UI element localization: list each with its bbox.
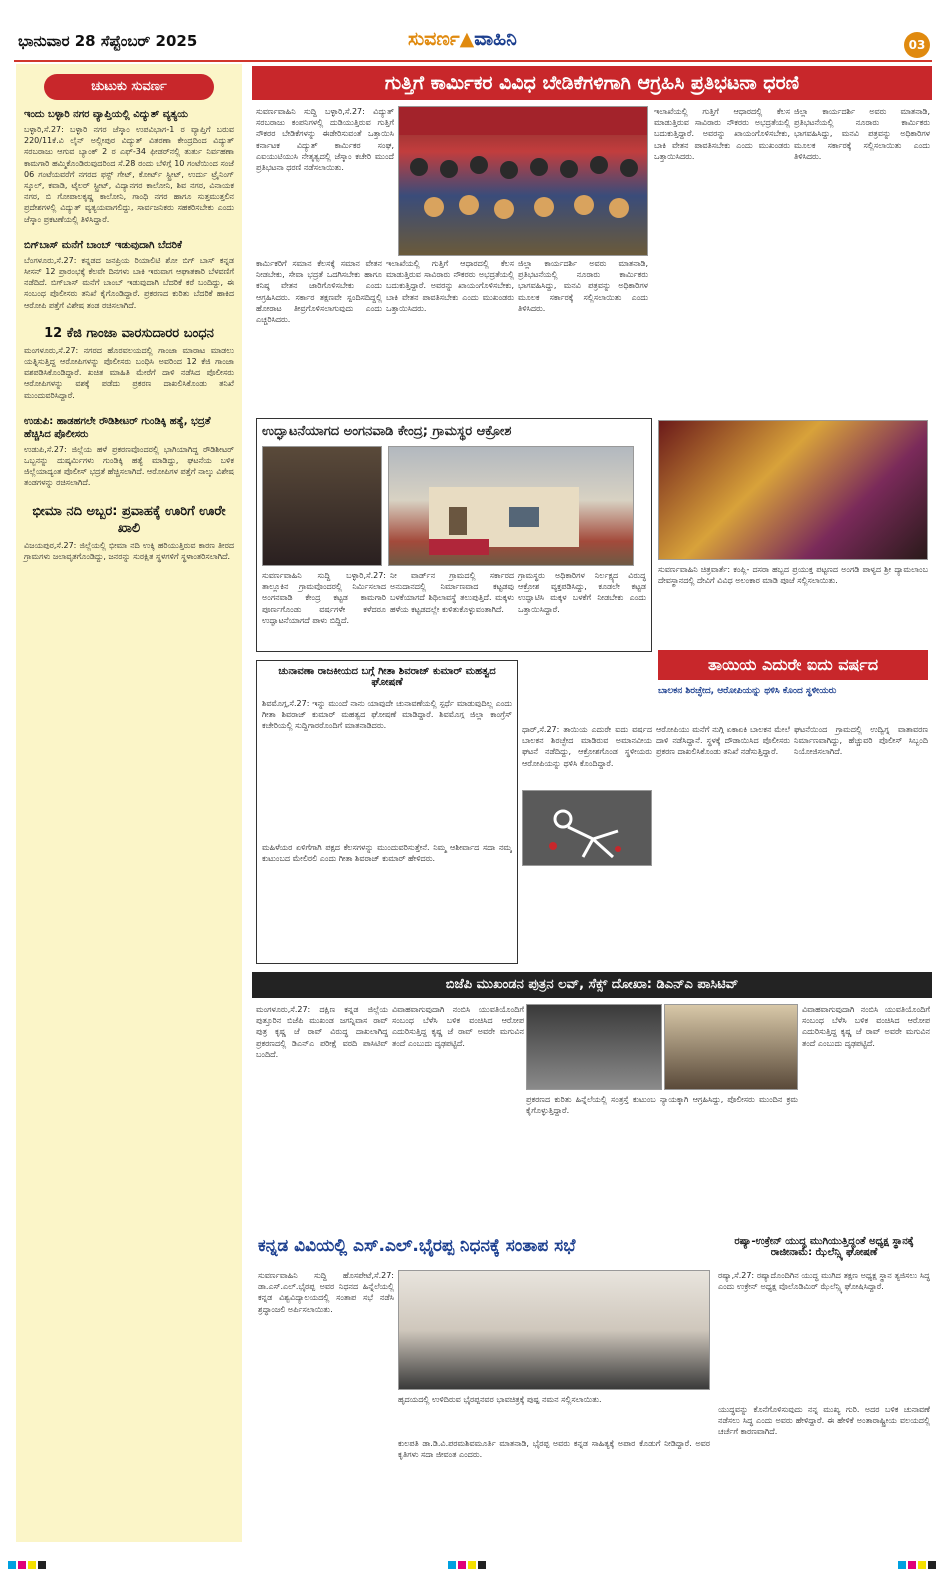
brief-headline: 12 ಕೆಜಿ ಗಾಂಜಾ ವಾರಸುದಾರರ ಬಂಧನ <box>44 325 214 341</box>
brief-body: ವಿಜಯಪುರ,ಸೆ.27: ಜಿಲ್ಲೆಯಲ್ಲಿ ಭೀಮಾ ನದಿ ಉಕ್ಕಿ ಹರಿಯುತ್ತಿರುವ ಕಾರಣ ತೀರದ ಗ್ರಾಮಗಳು ಜಲಾವೃತಗೊಂಡಿದ್ದು, ಜನರನ್ನು ಸುರಕ್ಷಿತ ಸ್ಥಳಗಳಿಗೆ ಸ್ಥಳಾಂತರಿಸಲಾಗಿದೆ. <box>24 540 234 561</box>
story6-caption: ಹೃದಯದಲ್ಲಿ ಉಳಿದಿರುವ ಭೈರಪ್ಪನವರ ಭಾವಚಿತ್ರಕ್ಕೆ ಪುಷ್ಪ ನಮನ ಸಲ್ಲಿಸಲಾಯಿತು. <box>398 1395 602 1404</box>
story2-headline: ಉದ್ಘಾಟನೆಯಾಗದ ಅಂಗನವಾಡಿ ಕೇಂದ್ರ; ಗ್ರಾಮಸ್ಥರ ಆಕ್ರೋಶ <box>262 424 512 439</box>
brief-headline: ಇಂದು ಬಳ್ಳಾರಿ ನಗರ ವ್ಯಾಪ್ತಿಯಲ್ಲಿ ವಿದ್ಯುತ್ ವ್ಯತ್ಯಯ <box>24 109 188 120</box>
story5-body-c-cont: ವಿವಾಹವಾಗುವುದಾಗಿ ನಂಬಿಸಿ ಯುವತಿಯೊಂದಿಗೆ ಸಂಬಂಧ ಬೆಳೆಸಿ ಬಳಿಕ ವಂಚಿಸಿದ ಆರೋಪ ಎದುರಿಸುತ್ತಿದ್ದ ಕೃಷ್ಣ ಜೆ ರಾವ್ ಅವರೇ ಮಗುವಿನ ತಂದೆ ಎಂಬುದು ದೃಢಪಟ್ಟಿದೆ. <box>802 1005 930 1048</box>
story3-body-c: ಘಟನೆಯಿಂದ ಗ್ರಾಮದಲ್ಲಿ ಉದ್ವಿಗ್ನ ವಾತಾವರಣ ನಿರ್ಮಾಣವಾಗಿದ್ದು, ಹೆಚ್ಚುವರಿ ಪೊಲೀಸ್ ಸಿಬ್ಬಂದಿ ನಿಯೋಜಿಸಲಾಗಿದೆ. <box>794 725 928 757</box>
story4-headline: ಚುನಾವಣಾ ರಾಜಕೀಯದ ಬಗ್ಗೆ ಗೀತಾ ಶಿವರಾಜ್ ಕುಮಾರ್ ಮಹತ್ವದ ಘೋಷಣೆ <box>278 666 496 688</box>
brief-story <box>16 239 242 319</box>
accused-photo-1 <box>526 1004 662 1090</box>
anganwadi-building-photo <box>388 446 634 566</box>
printer-registration-marks <box>0 1556 945 1568</box>
crowd-illustration <box>399 107 648 256</box>
story1-body-a: ಸುವರ್ಣವಾಹಿನಿ ಸುದ್ದಿ ಬಳ್ಳಾರಿ,ಸೆ.27: ವಿದ್ಯುತ್ ಸರಬರಾಜು ಕಂಪನಿಗಳಲ್ಲಿ ದುಡಿಯುತ್ತಿರುವ ಗುತ್ತಿಗೆ ನೌಕರರ ಬೇಡಿಕೆಗಳನ್ನು ಈಡೇರಿಸುವಂತೆ ಒತ್ತಾಯಿಸಿ ಕರ್ನಾಟಕ ವಿದ್ಯುತ್ ಕಾರ್ಮಿಕರ ಸಂಘ, ಎಐಯುಟಿಯುಸಿ ನೇತೃತ್ವದಲ್ಲಿ ಜೆಸ್ಕಾಂ ಕಚೇರಿ ಮುಂದೆ ಪ್ರತಿಭಟನಾ ಧರಣಿ ನಡೆಸಲಾಯಿತು. <box>256 107 394 173</box>
brief-story <box>16 108 242 233</box>
story5-body-a: ಮಂಗಳೂರು,ಸೆ.27: ದಕ್ಷಿಣ ಕನ್ನಡ ಜಿಲ್ಲೆಯ ಪುತ್ತೂರಿನ ಬಿಜೆಪಿ ಮುಖಂಡ ಜಗನ್ನಿವಾಸ ರಾವ್ ಪುತ್ರ ಕೃಷ್ಣ ಜೆ ರಾವ್ ವಿರುದ್ಧ ದಾಖಲಾಗಿದ್ದ ಪ್ರಕರಣದಲ್ಲಿ ಡಿಎನ್‌ಎ ಪರೀಕ್ಷೆ ವರದಿ ಪಾಸಿಟಿವ್ ಬಂದಿದೆ. <box>256 1005 388 1059</box>
page-number: 03 <box>904 32 930 58</box>
story3-headline: ತಾಯಿಯ ಎದುರೇ ಐದು ವರ್ಷದ <box>658 650 928 680</box>
story3-subhead: ಬಾಲಕನ ಶಿರಚ್ಛೇದ, ಆರೋಪಿಯನ್ನು ಥಳಿಸಿ ಕೊಂದ ಸ್ಥಳೀಯರು <box>658 686 837 696</box>
story2-body-c: ಗ್ರಾಮಸ್ಥರು ಅಧಿಕಾರಿಗಳ ನಿರ್ಲಕ್ಷ್ಯದ ವಿರುದ್ಧ ಆಕ್ರೋಶ ವ್ಯಕ್ತಪಡಿಸಿದ್ದು, ಕೂಡಲೇ ಕಟ್ಟಡ ಉದ್ಘಾಟಿಸಿ ಮಕ್ಕಳ ಬಳಕೆಗೆ ನೀಡಬೇಕು ಎಂದು ಒತ್ತಾಯಿಸಿದ್ದಾರೆ. <box>518 571 646 614</box>
story1-headline: ಗುತ್ತಿಗೆ ಕಾರ್ಮಿಕರ ವಿವಿಧ ಬೇಡಿಕೆಗಳಿಗಾಗಿ ಆಗ್ರಹಿಸಿ ಪ್ರತಿಭಟನಾ ಧರಣಿ <box>252 66 932 100</box>
condolence-meeting-photo <box>398 1270 710 1390</box>
masthead <box>14 30 932 62</box>
brief-headline: ಭೀಮಾ ನದಿ ಅಬ್ಬರ: ಪ್ರವಾಹಕ್ಕೆ ಊರಿಗೆ ಊರೇ ಖಾಲಿ <box>32 503 226 536</box>
crime-scene-illustration <box>522 790 652 866</box>
story1-body-d-cont: ಜಿಲ್ಲಾ ಕಾರ್ಯದರ್ಶಿ ಅವರು ಮಾತನಾಡಿ, ಪ್ರತಿಭಟನೆಯಲ್ಲಿ ನೂರಾರು ಕಾರ್ಮಿಕರು ಭಾಗವಹಿಸಿದ್ದು, ಮನವಿ ಪತ್ರವನ್ನು ಅಧಿಕಾರಿಗಳ ಮೂಲಕ ಸರ್ಕಾರಕ್ಕೆ ಸಲ್ಲಿಸಲಾಯಿತು ಎಂದು ತಿಳಿಸಿದರು. <box>794 107 930 161</box>
temple-caption: ಸುವರ್ಣವಾಹಿನಿ ಚಿತ್ರವಾರ್ತೆ: ಕಂಪ್ಲಿ- ದಸರಾ ಹಬ್ಬದ ಪ್ರಯುಕ್ತ ಪಟ್ಟಣದ ಅಂಗಡಿ ಪಾಳ್ಯದ ಶ್ರೀ ದ್ಯಾಮಲಾಂಬ ದೇವಸ್ಥಾನದಲ್ಲಿ ದೇವಿಗೆ ವಿವಿಧ ಅಲಂಕಾರ ಮಾಡಿ ಪೂಜೆ ಸಲ್ಲಿಸಲಾಯಿತು. <box>658 565 928 586</box>
brief-headline: ಬಿಗ್‌ಬಾಸ್ ಮನೆಗೆ ಬಾಂಬ್ ಇಡುವುದಾಗಿ ಬೆದರಿಕೆ <box>24 239 182 251</box>
story5-headline: ಬಿಜೆಪಿ ಮುಖಂಡನ ಪುತ್ರನ ಲವ್, ಸೆಕ್ಸ್ ದೋಖಾ: ಡಿಎನ್‌ಎ ಪಾಸಿಟಿವ್ <box>252 972 932 998</box>
story4-body-b: ಮಹಿಳೆಯರ ಏಳಿಗೆಗಾಗಿ ಪಕ್ಷದ ಕೆಲಸಗಳನ್ನು ಮುಂದುವರಿಸುತ್ತೇನೆ. ನಿಮ್ಮ ಆಶೀರ್ವಾದ ಸದಾ ನಮ್ಮ ಕುಟುಂಬದ ಮೇಲಿರಲಿ ಎಂದು ಗೀತಾ ಶಿವರಾಜ್ ಕುಮಾರ್ ಹೇಳಿದರು. <box>262 843 512 864</box>
brief-headline: ಉಡುಪಿ: ಹಾಡಹಗಲೇ ರೌಡಿಶೀಟರ್ ಗುಂಡಿಕ್ಕಿ ಹತ್ಯೆ, ಭದ್ರತೆ ಹೆಚ್ಚಿಸಿದ ಪೊಲೀಸರು <box>24 415 211 440</box>
story2-body-b: ನೀ ವಾರ್ಡ್‌ನ ಗ್ರಾಮದಲ್ಲಿ ಸರ್ಕಾರದ ಅನುದಾನದಲ್ಲಿ ನಿರ್ಮಾಣವಾದ ಕಟ್ಟಡವು ಬಳಕೆಯಾಗದೆ ಶಿಥಿಲಾವಸ್ಥೆ ತಲುಪುತ್ತಿದೆ. ಮಕ್ಕಳು ಹಳೆಯ ಕಟ್ಟಡದಲ್ಲೇ ಕುಳಿತುಕೊಳ್ಳುವಂತಾಗಿದೆ. <box>390 571 514 614</box>
protest-photo <box>398 106 648 256</box>
color-bar <box>0 1559 945 1571</box>
issue-date: ಭಾನುವಾರ 28 ಸೆಪ್ಟೆಂಬರ್ 2025 <box>18 32 198 50</box>
brief-body: ಬೆಂಗಳೂರು,ಸೆ.27: ಕನ್ನಡದ ಜನಪ್ರಿಯ ರಿಯಾಲಿಟಿ ಶೋ ಬಿಗ್ ಬಾಸ್ ಕನ್ನಡ ಸೀಸನ್ 12 ಪ್ರಾರಂಭಕ್ಕೆ ಕೆಲವೇ ದಿನಗಳು ಬಾಕಿ ಇರುವಾಗ ಆಘಾತಕಾರಿ ಬೆಳವಣಿಗೆ ನಡೆದಿದೆ. ಬಿಗ್‌ಬಾಸ್ ಮನೆಗೆ ಬಾಂಬ್ ಇಡುವುದಾಗಿ ಬೆದರಿಕೆ ಕರೆ ಬಂದಿದ್ದು, ಈ ಸಂಬಂಧ ಪೊಲೀಸರು ತನಿಖೆ ಕೈಗೊಂಡಿದ್ದಾರೆ. ಪ್ರಕರಣದ ಕುರಿತು ಬೆದರಿಕೆ ಹಾಕಿದ ಆರೋಪಿ ಪತ್ತೆಗೆ ವಿಶೇಷ ತಂಡ ರಚಿಸಲಾಗಿದೆ. <box>24 255 234 310</box>
story5-body-b: ವಿವಾಹವಾಗುವುದಾಗಿ ನಂಬಿಸಿ ಯುವತಿಯೊಂದಿಗೆ ಸಂಬಂಧ ಬೆಳೆಸಿ ಬಳಿಕ ವಂಚಿಸಿದ ಆರೋಪ ಎದುರಿಸುತ್ತಿದ್ದ ಕೃಷ್ಣ ಜೆ ರಾವ್ ಅವರೇ ಮಗುವಿನ ತಂದೆ ಎಂಬುದು ದೃಢಪಟ್ಟಿದೆ. <box>392 1005 524 1048</box>
accused-photo-2 <box>664 1004 798 1090</box>
story4-body-a: ಶಿವಮೊಗ್ಗ,ಸೆ.27: ಇನ್ನು ಮುಂದೆ ನಾನು ಯಾವುದೇ ಚುನಾವಣೆಯಲ್ಲಿ ಸ್ಪರ್ಧೆ ಮಾಡುವುದಿಲ್ಲ ಎಂದು ಗೀತಾ ಶಿವರಾಜ್ ಕುಮಾರ್ ಮಹತ್ವದ ಘೋಷಣೆ ಮಾಡಿದ್ದಾರೆ. ಶಿವಮೊಗ್ಗ ಜಿಲ್ಲಾ ಕಾಂಗ್ರೆಸ್ ಕಚೇರಿಯಲ್ಲಿ ಸುದ್ದಿಗಾರರೊಂದಿಗೆ ಮಾತನಾಡಿದರು. <box>262 699 512 731</box>
body-outline-icon <box>523 791 652 866</box>
logo-flame-icon: ▲ <box>459 28 475 50</box>
briefs-sidebar <box>16 64 242 1542</box>
story6-body-b: ಕುಲಪತಿ ಡಾ.ಡಿ.ವಿ.ಪರಮಶಿವಮೂರ್ತಿ ಮಾತನಾಡಿ, ಭೈರಪ್ಪ ಅವರು ಕನ್ನಡ ಸಾಹಿತ್ಯಕ್ಕೆ ಅಪಾರ ಕೊಡುಗೆ ನೀಡಿದ್ದಾರೆ. ಅವರ ಕೃತಿಗಳು ಸದಾ ಜೀವಂತ ಎಂದರು. <box>398 1439 710 1460</box>
story1-body-d: ಜಿಲ್ಲಾ ಕಾರ್ಯದರ್ಶಿ ಅವರು ಮಾತನಾಡಿ, ಪ್ರತಿಭಟನೆಯಲ್ಲಿ ನೂರಾರು ಕಾರ್ಮಿಕರು ಭಾಗವಹಿಸಿದ್ದು, ಮನವಿ ಪತ್ರವನ್ನು ಅಧಿಕಾರಿಗಳ ಮೂಲಕ ಸರ್ಕಾರಕ್ಕೆ ಸಲ್ಲಿಸಲಾಯಿತು ಎಂದು ತಿಳಿಸಿದರು. <box>518 259 648 313</box>
story1-body-b: ಕಾರ್ಮಿಕರಿಗೆ ಸಮಾನ ಕೆಲಸಕ್ಕೆ ಸಮಾನ ವೇತನ ನೀಡಬೇಕು, ಸೇವಾ ಭದ್ರತೆ ಒದಗಿಸಬೇಕು ಹಾಗೂ ಕನಿಷ್ಠ ವೇತನ ಜಾರಿಗೊಳಿಸಬೇಕು ಎಂದು ಆಗ್ರಹಿಸಿದರು. ಸರ್ಕಾರ ತಕ್ಷಣವೇ ಸ್ಪಂದಿಸದಿದ್ದಲ್ಲಿ ಹೋರಾಟ ತೀವ್ರಗೊಳಿಸಲಾಗುವುದು ಎಂದು ಎಚ್ಚರಿಸಿದರು. <box>256 259 382 325</box>
building-illustration <box>389 447 634 566</box>
brief-story <box>16 503 242 570</box>
story3-body-a: ಧಾರ್,ಸೆ.27: ತಾಯಿಯ ಎದುರೇ ಐದು ವರ್ಷದ ಬಾಲಕನ ಶಿರಚ್ಛೇದ ಮಾಡಿರುವ ಅಮಾನವೀಯ ಘಟನೆ ನಡೆದಿದ್ದು, ಆಕ್ರೋಶಗೊಂಡ ಸ್ಥಳೀಯರು ಆರೋಪಿಯನ್ನು ಥಳಿಸಿ ಕೊಂದಿದ್ದಾರೆ. <box>522 725 652 768</box>
story2-body-a: ಸುವರ್ಣವಾಹಿನಿ ಸುದ್ದಿ ಬಳ್ಳಾರಿ,ಸೆ.27: ತಾಲ್ಲೂಕಿನ ಗ್ರಾಮವೊಂದರಲ್ಲಿ ನಿರ್ಮಿಸಲಾದ ಅಂಗನವಾಡಿ ಕೇಂದ್ರ ಕಟ್ಟಡ ಕಾಮಗಾರಿ ಪೂರ್ಣಗೊಂಡು ವರ್ಷಗಳೇ ಕಳೆದರೂ ಉದ್ಘಾಟನೆಯಾಗದೆ ಪಾಳು ಬಿದ್ದಿದೆ. <box>262 571 386 625</box>
briefs-badge: ಚುಟುಕು ಸುವರ್ಣ <box>44 74 214 100</box>
story6-headline: ಕನ್ನಡ ವಿವಿಯಲ್ಲಿ ಎಸ್.ಎಲ್.ಭೈರಪ್ಪ ನಿಧನಕ್ಕೆ ಸಂತಾಪ ಸಭೆ <box>258 1236 576 1256</box>
story6-body-a: ಸುವರ್ಣವಾಹಿನಿ ಸುದ್ದಿ ಹೊಸಪೇಟೆ,ಸೆ.27: ಡಾ.ಎಸ್.ಎಲ್.ಭೈರಪ್ಪ ಅವರ ನಿಧನದ ಹಿನ್ನೆಲೆಯಲ್ಲಿ ಕನ್ನಡ ವಿಶ್ವವಿದ್ಯಾಲಯದಲ್ಲಿ ಸಂತಾಪ ಸಭೆ ನಡೆಸಿ ಶ್ರದ್ಧಾಂಜಲಿ ಅರ್ಪಿಸಲಾಯಿತು. <box>258 1271 394 1314</box>
brief-body: ಮಂಗಳೂರು,ಸೆ.27: ನಗರದ ಹೊರವಲಯದಲ್ಲಿ ಗಾಂಜಾ ಮಾರಾಟ ಮಾಡಲು ಯತ್ನಿಸುತ್ತಿದ್ದ ಆರೋಪಿಗಳನ್ನು ಪೊಲೀಸರು ಬಂಧಿಸಿ ಅವರಿಂದ 12 ಕೆಜಿ ಗಾಂಜಾ ವಶಪಡಿಸಿಕೊಂಡಿದ್ದಾರೆ. ಖಚಿತ ಮಾಹಿತಿ ಮೇರೆಗೆ ದಾಳಿ ನಡೆಸಿದ ಪೊಲೀಸರು ಆರೋಪಿಗಳನ್ನು ವಶಕ್ಕೆ ಪಡೆದು ಪ್ರಕರಣ ದಾಖಲಿಸಿಕೊಂಡು ತನಿಖೆ ಮುಂದುವರಿಸಿದ್ದಾರೆ. <box>24 345 234 400</box>
story3-body-b: ಆರೋಪಿಯು ಮನೆಗೆ ನುಗ್ಗಿ ಏಕಾಏಕಿ ಬಾಲಕನ ಮೇಲೆ ದಾಳಿ ನಡೆಸಿದ್ದಾನೆ. ಸ್ಥಳಕ್ಕೆ ದೌಡಾಯಿಸಿದ ಪೊಲೀಸರು ಪ್ರಕರಣ ದಾಖಲಿಸಿಕೊಂಡು ತನಿಖೆ ನಡೆಸುತ್ತಿದ್ದಾರೆ. <box>656 725 790 757</box>
anganwadi-interior-photo <box>262 446 382 566</box>
brief-story <box>16 325 242 409</box>
logo-right: ವಾಹಿನಿ <box>474 28 517 50</box>
story7-body-a: ರಷ್ಯಾ,ಸೆ.27: ರಷ್ಯಾದೊಂದಿಗಿನ ಯುದ್ಧ ಮುಗಿದ ತಕ್ಷಣ ಅಧ್ಯಕ್ಷ ಸ್ಥಾನ ತ್ಯಜಿಸಲು ಸಿದ್ಧ ಎಂದು ಉಕ್ರೇನ್ ಅಧ್ಯಕ್ಷ ವೊಲೊಡಿಮಿರ್ ಝೆಲೆನ್ಸ್ಕಿ ಘೋಷಿಸಿದ್ದಾರೆ. <box>718 1271 930 1292</box>
story7-body-b: ಯುದ್ಧವನ್ನು ಕೊನೆಗೊಳಿಸುವುದು ನನ್ನ ಮುಖ್ಯ ಗುರಿ. ಅದರ ಬಳಿಕ ಚುನಾವಣೆ ನಡೆಸಲು ಸಿದ್ಧ ಎಂದು ಅವರು ಹೇಳಿದ್ದಾರೆ. ಈ ಹೇಳಿಕೆ ಅಂತಾರಾಷ್ಟ್ರೀಯ ವಲಯದಲ್ಲಿ ಚರ್ಚೆಗೆ ಕಾರಣವಾಗಿದೆ. <box>718 1405 930 1437</box>
logo-left: ಸುವರ್ಣ <box>408 28 460 50</box>
brief-body: ಉಡುಪಿ,ಸೆ.27: ಜಿಲ್ಲೆಯ ಹಳೆ ಪ್ರಕರಣವೊಂದರಲ್ಲಿ ಭಾಗಿಯಾಗಿದ್ದ ರೌಡಿಶೀಟರ್ ಒಬ್ಬನನ್ನು ದುಷ್ಕರ್ಮಿಗಳು ಗುಂಡಿಕ್ಕಿ ಹತ್ಯೆ ಮಾಡಿದ್ದು, ಘಟನೆಯ ಬಳಿಕ ಜಿಲ್ಲೆಯಾದ್ಯಂತ ಪೊಲೀಸ್ ಭದ್ರತೆ ಹೆಚ್ಚಿಸಲಾಗಿದೆ. ಆರೋಪಿಗಳ ಪತ್ತೆಗೆ ನಾಲ್ಕು ವಿಶೇಷ ತಂಡಗಳನ್ನು ರಚಿಸಲಾಗಿದೆ. <box>24 444 234 488</box>
brief-story <box>16 415 242 497</box>
story1-body-c: ಇಲಾಖೆಯಲ್ಲಿ ಗುತ್ತಿಗೆ ಆಧಾರದಲ್ಲಿ ಕೆಲಸ ಮಾಡುತ್ತಿರುವ ಸಾವಿರಾರು ನೌಕರರು ಅಭದ್ರತೆಯಲ್ಲಿ ಬದುಕುತ್ತಿದ್ದಾರೆ. ಅವರನ್ನು ಖಾಯಂಗೊಳಿಸಬೇಕು, ಬಾಕಿ ವೇತನ ಪಾವತಿಸಬೇಕು ಎಂದು ಮುಖಂಡರು ಒತ್ತಾಯಿಸಿದರು. <box>386 259 514 313</box>
story5-body-c: ಪ್ರಕರಣದ ಕುರಿತು ಹಿನ್ನೆಲೆಯಲ್ಲಿ ಸಂತ್ರಸ್ತೆ ಕುಟುಂಬ ನ್ಯಾಯಕ್ಕಾಗಿ ಆಗ್ರಹಿಸಿದ್ದು, ಪೊಲೀಸರು ಮುಂದಿನ ಕ್ರಮ ಕೈಗೊಳ್ಳುತ್ತಿದ್ದಾರೆ. <box>526 1095 798 1116</box>
newspaper-logo <box>408 28 517 50</box>
brief-body: ಬಳ್ಳಾರಿ,ಸೆ.27: ಬಳ್ಳಾರಿ ನಗರ ಜೆಸ್ಕಾಂ ಉಪವಿಭಾಗ-1 ರ ವ್ಯಾಪ್ತಿಗೆ ಬರುವ 220/11ಕೆ.ವಿ ಲೈನ್ ಅಲ್ಲೀಪುರ ವಿದ್ಯುತ್ ವಿತರಣಾ ಕೇಂದ್ರದಿಂದ ವಿದ್ಯುತ್ ಸರಬರಾಜು ಆಗುವ ಬ್ಯಾಂಕ್ 2 ರ ಎಫ್-34 ಫೀಡರ್‌ನಲ್ಲಿ ತುರ್ತು ನಿರ್ವಹಣಾ ಕಾಮಗಾರಿ ಹಮ್ಮಿಕೊಂಡಿರುವುದರಿಂದ ಸೆ.28 ರಂದು ಬೆಳಿಗ್ಗೆ 10 ಗಂಟೆಯಿಂದ ಸಂಜೆ 06 ಗಂಟೆಯವರೆಗೆ ನಗರದ ಫಸ್ಟ್ ಗೇಟ್, ಕೋರ್ಟ್ ಸ್ಟ್ರೀಟ್, ಉರ್ದು ಟ್ರೈನಿಂಗ್ ಸ್ಕೂಲ್, ಕವಾಡಿ, ಟೈಲರ್ ಸ್ಟ್ರೀಟ್, ವಿದ್ಯಾನಗರ ಕಾಲೋನಿ, ಶಿವ ನಗರ, ವಿನಾಯಕ ನಗರ, ಬಿ ಗೋಪಾಲಕೃಷ್ಣ ಕಾಲೋನಿ, ಗಾಂಧಿ ನಗರ ಹಾಗೂ ಸುತ್ತಮುತ್ತಲಿನ ಪ್ರದೇಶಗಳಲ್ಲಿ ವಿದ್ಯುತ್ ವ್ಯತ್ಯಯವಾಗಲಿದ್ದು, ಸಾರ್ವಜನಿಕರು ಸಹಕರಿಸಬೇಕು ಎಂದು ಜೆಸ್ಕಾಂ ಪ್ರಕಟಣೆಯಲ್ಲಿ ತಿಳಿಸಿದ್ದಾರೆ. <box>24 125 234 224</box>
story1-body-a-cont: ಇಲಾಖೆಯಲ್ಲಿ ಗುತ್ತಿಗೆ ಆಧಾರದಲ್ಲಿ ಕೆಲಸ ಮಾಡುತ್ತಿರುವ ಸಾವಿರಾರು ನೌಕರರು ಅಭದ್ರತೆಯಲ್ಲಿ ಬದುಕುತ್ತಿದ್ದಾರೆ. ಅವರನ್ನು ಖಾಯಂಗೊಳಿಸಬೇಕು, ಬಾಕಿ ವೇತನ ಪಾವತಿಸಬೇಕು ಎಂದು ಮುಖಂಡರು ಒತ್ತಾಯಿಸಿದರು. <box>654 107 790 161</box>
story7-headline: ರಷ್ಯಾ-ಉಕ್ರೇನ್ ಯುದ್ಧ ಮುಗಿಯುತ್ತಿದ್ದಂತೆ ಅಧ್ಯಕ್ಷ ಸ್ಥಾನಕ್ಕೆ ರಾಜೀನಾಮೆ: ಝೆಲೆನ್ಸ್ಕಿ ಘೋಷಣೆ <box>734 1236 914 1258</box>
temple-deity-photo <box>658 420 928 560</box>
